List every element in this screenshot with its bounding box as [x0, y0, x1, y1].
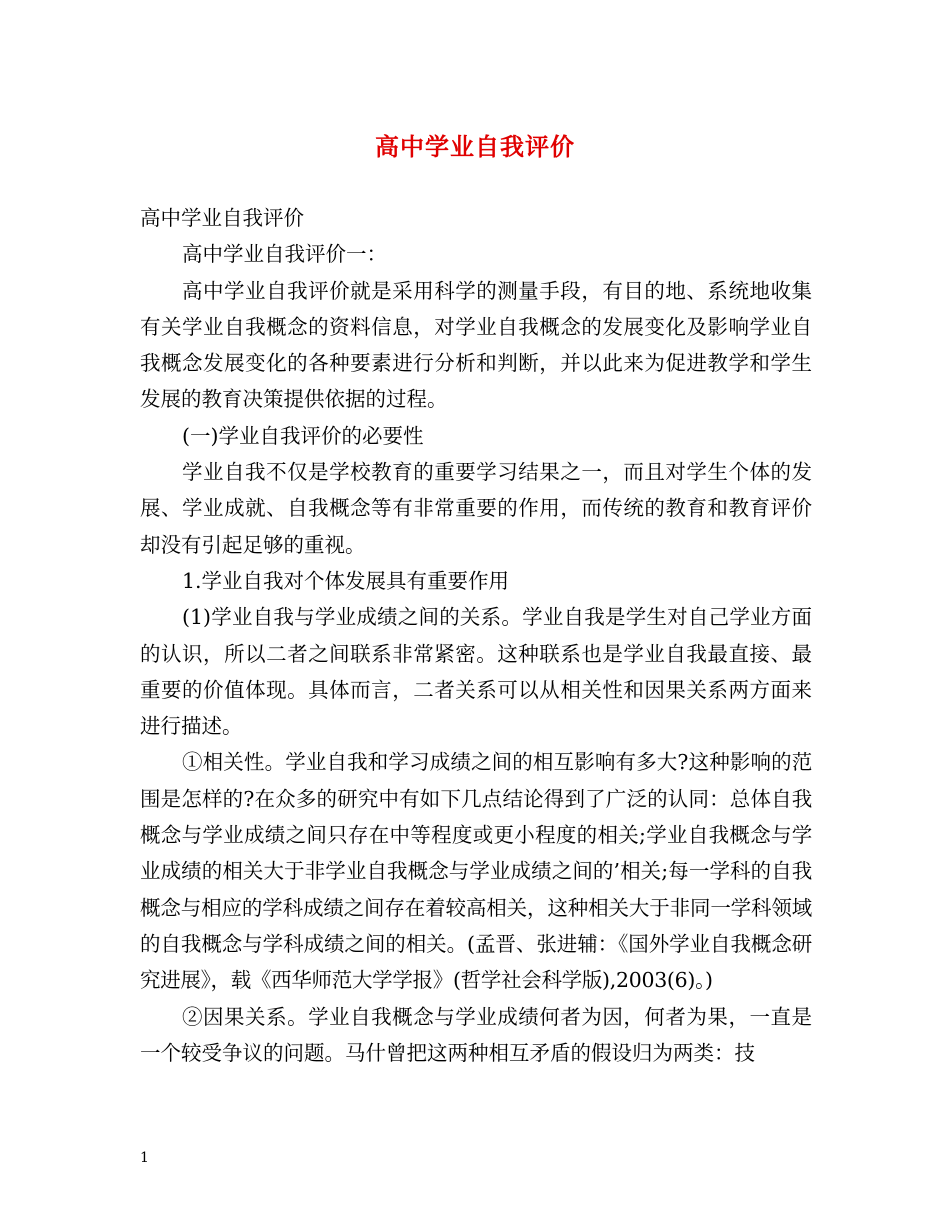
- paragraph-causality: ②因果关系。学业自我概念与学业成绩何者为因，何者为果，一直是一个较受争议的问题。马什曾把这两种相互矛盾的假设归为两类：技: [140, 1004, 812, 1065]
- paragraph-correlation: ①相关性。学业自我和学习成绩之间的相互影响有多大?这种影响的范围是怎样的?在众多的研究中有如下几点结论得到了广泛的认同：总体自我概念与学业成绩之间只存在中等程度或更小程度的相关;学业自我概念与学业成绩的相关大于非学业自我概念与学业成绩之间的’相关;每一学科的自我概念与相应的学科成绩之间存在着较高相关，这种相关大于非同一学科领域的自我概念与学科成绩之间的相关。(孟晋、张进辅：《国外学业自我概念研究进展》，载《西华师范大学学报》(哲学社会科学版),2003(6)。): [140, 750, 812, 993]
- paragraph-subheading: 高中学业自我评价一：: [182, 242, 387, 267]
- document-body: [140, 200, 812, 1071]
- paragraph-necessity: 学业自我不仅是学校教育的重要学习结果之一，而且对学生个体的发展、学业成就、自我概念等有非常重要的作用，而传统的教育和教育评价却没有引起足够的重视。: [140, 460, 812, 557]
- paragraph-definition: 高中学业自我评价就是采用科学的测量手段，有目的地、系统地收集有关学业自我概念的资料信息，对学业自我概念的发展变化及影响学业自我概念发展变化的各种要素进行分析和判断，并以此来为促进教学和学生发展的教育决策提供依据的过程。: [140, 278, 812, 412]
- document-title: 高中学业自我评价: [375, 132, 575, 161]
- paragraph-point-heading: 1.学业自我对个体发展具有重要作用: [182, 568, 510, 593]
- page-number: 1: [140, 1150, 149, 1166]
- paragraph-heading: 高中学业自我评价: [140, 206, 304, 230]
- paragraph-section-heading: (一)学业自我评价的必要性: [182, 423, 424, 448]
- paragraph-relationship: (1)学业自我与学业成绩之间的关系。学业自我是学生对自己学业方面的认识，所以二者之间联系非常紧密。这种联系也是学业自我最直接、最重要的价值体现。具体而言，二者关系可以从相关性和因果关系两方面来进行描述。: [140, 605, 812, 739]
